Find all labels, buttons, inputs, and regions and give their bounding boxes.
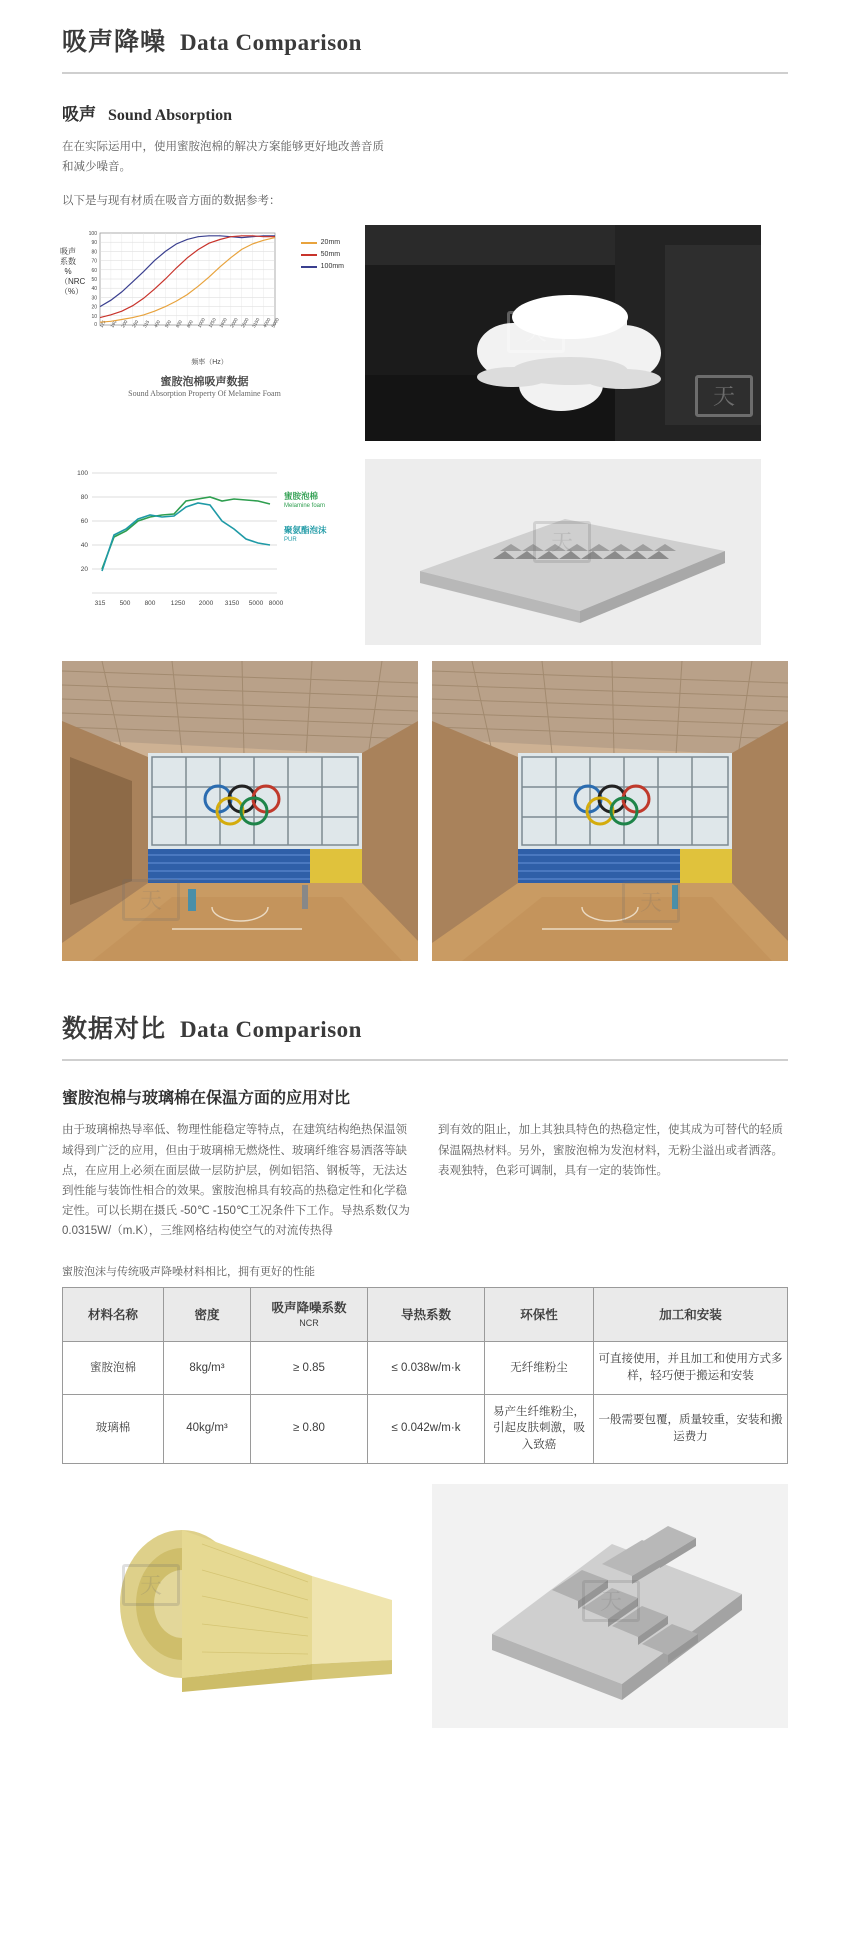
cell-material-name: 蜜胺泡棉 [63, 1342, 164, 1394]
chart-1-legend [301, 239, 344, 275]
cell-material-name: 玻璃棉 [63, 1394, 164, 1463]
cell-ncr: ≥ 0.85 [251, 1342, 368, 1394]
svg-text:50: 50 [91, 277, 97, 284]
comparison-heading-wrap [62, 1085, 788, 1108]
svg-text:800: 800 [185, 319, 194, 329]
watermark-box-icon: 天 [122, 1564, 180, 1606]
svg-text:Melamine foam: Melamine foam [284, 503, 326, 510]
subsection-title-cn: 吸声 [62, 105, 96, 124]
table-row [63, 1394, 788, 1463]
chart-1-caption [62, 373, 347, 398]
svg-text:30: 30 [91, 295, 97, 302]
svg-text:聚氨酯泡沫: 聚氨酯泡沫 [284, 525, 327, 536]
section-title-en: Data Comparison [180, 1017, 362, 1043]
svg-text:1000: 1000 [196, 317, 207, 329]
th-eco: 环保性 [485, 1288, 594, 1342]
svg-text:200: 200 [120, 319, 129, 329]
svg-text:2000: 2000 [198, 600, 214, 608]
subsection-title-en: Sound Absorption [108, 107, 233, 124]
chart-melamine-vs-pur [62, 459, 347, 624]
svg-text:40: 40 [91, 286, 97, 293]
svg-text:3150: 3150 [251, 317, 261, 329]
photo-glass-wool-roll [62, 1484, 418, 1728]
chart-melamine-absorption [62, 225, 342, 365]
svg-text:800: 800 [144, 600, 156, 608]
photo-wedge-acoustic-foam [365, 459, 761, 645]
watermark-box-icon: 天 [122, 879, 180, 921]
th-density: 密度 [164, 1288, 251, 1342]
svg-text:40: 40 [80, 542, 88, 550]
cell-conductivity: ≤ 0.042w/m·k [368, 1394, 485, 1463]
cell-eco: 无纤维粉尘 [485, 1342, 594, 1394]
section-title-en: Data Comparison [180, 30, 362, 55]
absorption-note-text: 以下是与现有材质在吸音方面的数据参考： [62, 195, 281, 208]
svg-text:5000: 5000 [248, 600, 264, 608]
svg-text:1250: 1250 [170, 600, 186, 608]
watermark-box-icon: 天 [695, 375, 753, 417]
svg-text:160: 160 [109, 319, 118, 329]
svg-text:3150: 3150 [224, 600, 240, 608]
section-title-cn: 数据对比 [62, 1016, 167, 1044]
chart-1-x-axis-label: 频率（Hz） [191, 359, 228, 367]
chart-1-container [62, 225, 347, 398]
absorption-row-2 [62, 459, 788, 645]
svg-text:1600: 1600 [218, 317, 228, 329]
cell-eco: 易产生纤维粉尘，引起皮肤刺激，吸入致癌 [485, 1394, 594, 1463]
th-conductivity: 导热系数 [368, 1288, 485, 1342]
cell-install: 可直接使用，并且加工和使用方式多样，轻巧便于搬运和安装 [594, 1342, 788, 1394]
section-header-sound-absorption [62, 0, 788, 74]
th-install: 加工和安装 [594, 1288, 788, 1342]
chart-1-y-axis-label: 吸声系数 % （NRC（%） [60, 247, 86, 297]
absorption-intro-text: 在在实际运用中，使用蜜胺泡棉的解决方案能够更好地改善音质和减少噪音。 [62, 141, 384, 174]
legend-item-20mm: 20mm [301, 239, 344, 246]
th-ncr-sub: NCR [299, 1318, 319, 1329]
svg-text:500: 500 [163, 319, 173, 329]
svg-text:315: 315 [94, 600, 106, 608]
svg-text:315: 315 [142, 319, 151, 329]
svg-text:80: 80 [91, 249, 97, 256]
svg-text:630: 630 [174, 319, 184, 329]
photo-gym-render-right [432, 661, 788, 961]
svg-text:100: 100 [88, 231, 97, 238]
section-title-cn: 吸声降噪 [62, 29, 167, 56]
th-material-name: 材料名称 [63, 1288, 164, 1342]
chart-2-container [62, 459, 347, 624]
svg-text:500: 500 [119, 600, 131, 608]
bottom-photo-row [62, 1484, 788, 1728]
svg-text:蜜胺泡棉: 蜜胺泡棉 [284, 491, 319, 502]
comparison-heading: 蜜胺泡棉与玻璃棉在保温方面的应用对比 [62, 1090, 351, 1108]
table-row [63, 1342, 788, 1394]
svg-text:10: 10 [91, 314, 97, 321]
svg-text:70: 70 [91, 258, 97, 265]
watermark-box-icon: 天 [533, 521, 591, 563]
svg-text:0: 0 [94, 322, 97, 329]
svg-text:5000: 5000 [270, 317, 280, 329]
svg-text:125: 125 [98, 319, 107, 329]
comparison-paragraph-left: 由于玻璃棉热导率低、物理性能稳定等特点，在建筑结构绝热保温领域得到广泛的应用，但由于玻璃棉无燃烧性、玻璃纤维容易洒落等缺点，在应用上必须在面层做一层防护层，例如铝箔、钢板等，无法达到性能与装饰性相合的效果。蜜胺泡棉具有较高的热稳定性和化学稳定性。可以长期在摄氏 -50℃ -150℃工况条件下工作。导热系数仅为 0.0315W/（m.K），三维网格结构使空气的对流传热得 [62, 1124, 410, 1237]
subsection-header-absorption [62, 100, 788, 125]
chart-1-title: 蜜胺泡棉吸声数据 [160, 376, 249, 389]
watermark-box-icon: 天 [507, 311, 565, 353]
svg-text:400: 400 [153, 319, 162, 329]
svg-text:8000: 8000 [268, 600, 284, 608]
cell-density: 40kg/m³ [164, 1394, 251, 1463]
cell-install: 一般需要包覆，质量较重，安装和搬运费力 [594, 1394, 788, 1463]
photo-grooved-acoustic-panel [432, 1484, 788, 1728]
watermark-box-icon: 天 [582, 1580, 640, 1622]
legend-item-50mm: 50mm [301, 251, 344, 258]
svg-text:100: 100 [77, 470, 88, 478]
svg-text:20: 20 [80, 566, 88, 574]
comparison-paragraphs [62, 1120, 788, 1241]
svg-text:PUR: PUR [284, 537, 297, 544]
comparison-paragraph-right: 到有效的阻止，加上其独具特色的热稳定性，使其成为可替代的轻质保温隔热材料。另外，蜜胺泡棉为发泡材料，无粉尘溢出或者洒落。表观独特，色彩可调制，具有一定的装饰性。 [438, 1124, 783, 1177]
absorption-row-1 [62, 225, 788, 441]
svg-text:1250: 1250 [207, 317, 217, 329]
svg-text:90: 90 [91, 240, 97, 247]
table-header-row [63, 1288, 788, 1342]
photo-ceiling-acoustic-panel [365, 225, 761, 441]
photo-gym-render-left [62, 661, 418, 961]
th-ncr: 吸声降噪系数 NCR [251, 1288, 368, 1342]
cell-density: 8kg/m³ [164, 1342, 251, 1394]
svg-text:60: 60 [91, 268, 97, 275]
svg-text:60: 60 [80, 518, 88, 526]
table-note: 蜜胺泡沫与传统吸声降噪材料相比，拥有更好的性能 [62, 1266, 315, 1279]
cell-conductivity: ≤ 0.038w/m·k [368, 1342, 485, 1394]
section-header-data-comparison [62, 987, 788, 1061]
cell-ncr: ≥ 0.80 [251, 1394, 368, 1463]
svg-text:2000: 2000 [229, 317, 239, 329]
svg-text:250: 250 [131, 319, 140, 329]
svg-text:20: 20 [91, 304, 97, 311]
svg-text:4000: 4000 [262, 317, 272, 329]
chart-1-subtitle: Sound Absorption Property Of Melamine Foam [128, 389, 281, 399]
watermark-box-icon: 天 [622, 881, 680, 923]
material-comparison-table [62, 1287, 788, 1464]
gym-render-row [62, 661, 788, 961]
legend-item-100mm: 100mm [301, 263, 344, 270]
svg-text:2500: 2500 [240, 317, 250, 329]
svg-text:80: 80 [80, 494, 88, 502]
